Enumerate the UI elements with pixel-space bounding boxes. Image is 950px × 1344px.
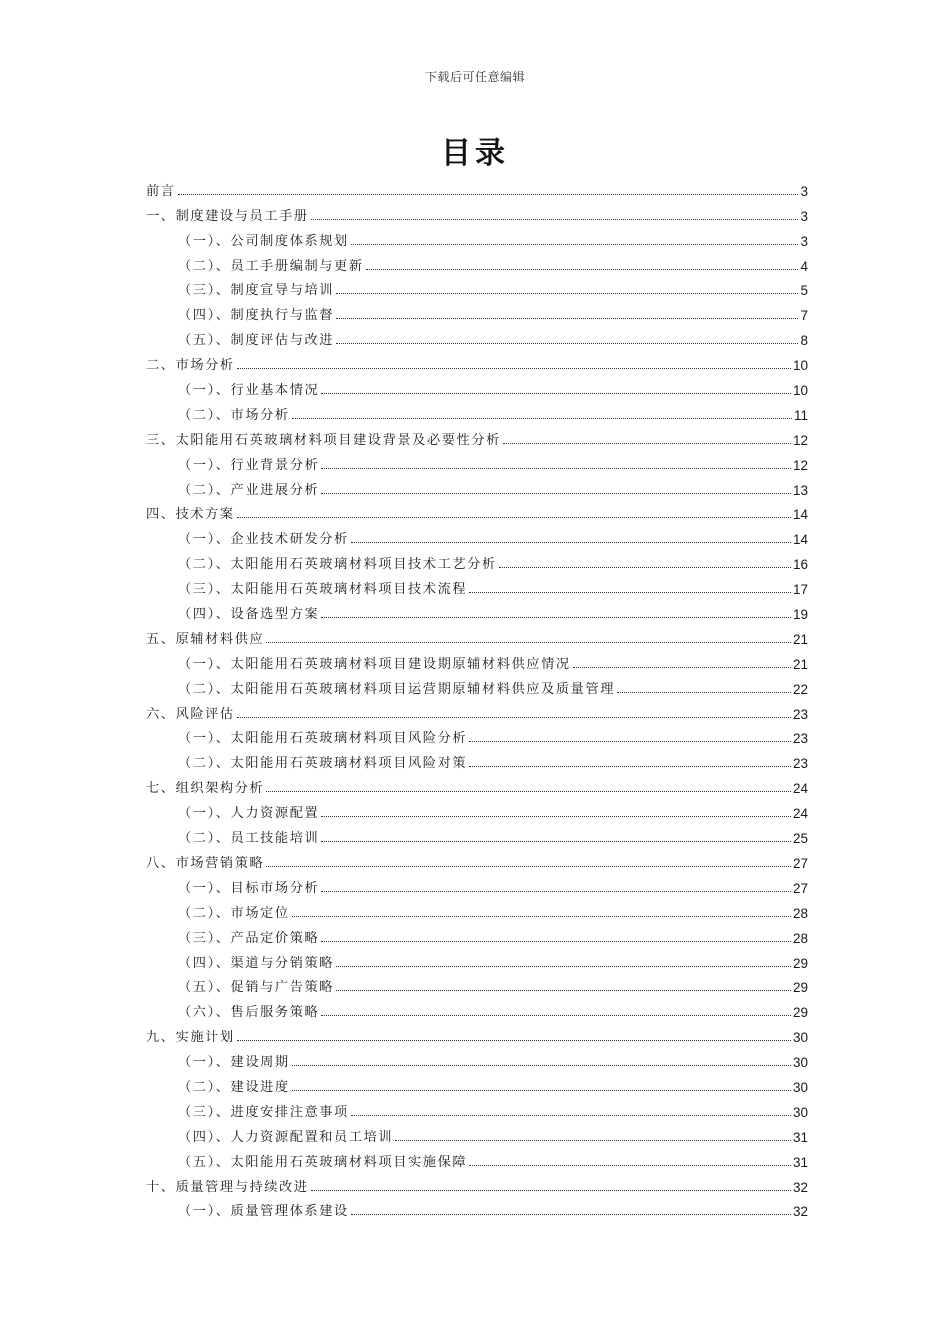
toc-entry-title: （五）、太阳能用石英玻璃材料项目实施保障 [178, 1154, 468, 1170]
toc-section-entry[interactable] [146, 300, 808, 325]
dot-leader [321, 841, 791, 842]
dot-leader [266, 791, 791, 792]
toc-entry-title: （二）、员工技能培训 [178, 831, 320, 847]
dot-leader [351, 1214, 791, 1215]
toc-page-number: 23 [792, 756, 808, 772]
toc-chapter-entry[interactable] [146, 176, 808, 201]
toc-page-number: 7 [800, 308, 808, 324]
toc-page-number: 11 [793, 407, 808, 423]
dot-leader [237, 1040, 791, 1041]
toc-entry-title: （四）、人力资源配置和员工培训 [178, 1129, 394, 1145]
toc-page-number: 3 [800, 208, 808, 224]
toc-section-entry[interactable] [146, 1197, 808, 1222]
toc-section-entry[interactable] [146, 997, 808, 1022]
dot-leader [292, 418, 792, 419]
toc-page-number: 24 [792, 781, 808, 797]
toc-chapter-entry[interactable] [146, 699, 808, 724]
toc-page-number: 16 [792, 557, 808, 573]
toc-page-number: 28 [792, 930, 808, 946]
dot-leader [366, 269, 799, 270]
dot-leader [395, 1140, 791, 1141]
toc-entry-title: （一）、太阳能用石英玻璃材料项目建设期原辅材料供应情况 [178, 656, 571, 672]
toc-page-number: 21 [792, 656, 808, 672]
toc-page-number: 12 [792, 457, 808, 473]
dot-leader [311, 1190, 791, 1191]
toc-section-entry[interactable] [146, 574, 808, 599]
toc-chapter-entry[interactable] [146, 500, 808, 525]
toc-chapter-entry[interactable] [146, 624, 808, 649]
toc-section-entry[interactable] [146, 226, 808, 251]
toc-section-entry[interactable] [146, 798, 808, 823]
toc-page-number: 32 [792, 1179, 808, 1195]
toc-section-entry[interactable] [146, 1047, 808, 1072]
toc-page-number: 30 [792, 1030, 808, 1046]
toc-page-number: 27 [792, 880, 808, 896]
toc-entry-title: 八、市场营销策略 [146, 855, 265, 871]
toc-page-number: 3 [800, 183, 808, 199]
toc-page-number: 25 [792, 831, 808, 847]
toc-page-number: 30 [792, 1079, 808, 1095]
toc-page-number: 31 [792, 1129, 808, 1145]
toc-entry-title: （二）、建设进度 [178, 1079, 290, 1095]
toc-entry-title: （三）、制度宣导与培训 [178, 283, 335, 299]
toc-entry-title: （三）、产品定价策略 [178, 930, 320, 946]
toc-section-entry[interactable] [146, 1097, 808, 1122]
toc-page-number: 14 [792, 532, 808, 548]
toc-section-entry[interactable] [146, 973, 808, 998]
toc-entry-title: （二）、员工手册编制与更新 [178, 258, 364, 274]
dot-leader [499, 567, 791, 568]
dot-leader [292, 1090, 791, 1091]
toc-entry-title: 三、太阳能用石英玻璃材料项目建设背景及必要性分析 [146, 432, 501, 448]
toc-entry-title: 六、风险评估 [146, 706, 235, 722]
toc-section-entry[interactable] [146, 475, 808, 500]
table-of-contents [146, 176, 808, 1221]
toc-entry-title: （二）、市场定位 [178, 905, 290, 921]
toc-section-entry[interactable] [146, 450, 808, 475]
dot-leader [321, 891, 791, 892]
dot-leader [292, 916, 791, 917]
toc-section-entry[interactable] [146, 524, 808, 549]
toc-chapter-entry[interactable] [146, 848, 808, 873]
dot-leader [321, 468, 791, 469]
toc-section-entry[interactable] [146, 748, 808, 773]
toc-entry-title: （一）、人力资源配置 [178, 806, 320, 822]
toc-entry-title: （四）、渠道与分销策略 [178, 955, 335, 971]
dot-leader [351, 1115, 791, 1116]
toc-entry-title: （四）、制度执行与监督 [178, 308, 335, 324]
toc-chapter-entry[interactable] [146, 201, 808, 226]
toc-page-number: 8 [800, 333, 808, 349]
dot-leader [573, 667, 791, 668]
toc-page-number: 17 [792, 582, 808, 598]
toc-entry-title: 九、实施计划 [146, 1030, 235, 1046]
dot-leader [321, 617, 791, 618]
dot-leader [469, 766, 791, 767]
toc-entry-title: （一）、太阳能用石英玻璃材料项目风险分析 [178, 731, 468, 747]
toc-entry-title: （四）、设备选型方案 [178, 607, 320, 623]
toc-entry-title: （二）、太阳能用石英玻璃材料项目技术工艺分析 [178, 557, 497, 573]
dot-leader [237, 368, 791, 369]
toc-page-number: 31 [792, 1154, 808, 1170]
dot-leader [321, 493, 791, 494]
toc-page-number: 10 [792, 358, 808, 374]
dot-leader [266, 866, 791, 867]
toc-page-number: 21 [792, 631, 808, 647]
toc-page-number: 23 [792, 731, 808, 747]
toc-section-entry[interactable] [146, 276, 808, 301]
dot-leader [469, 741, 791, 742]
toc-entry-title: 四、技术方案 [146, 507, 235, 523]
toc-entry-title: （一）、行业基本情况 [178, 383, 320, 399]
toc-entry-title: （六）、售后服务策略 [178, 1005, 320, 1021]
toc-chapter-entry[interactable] [146, 1172, 808, 1197]
toc-page-number: 28 [792, 905, 808, 921]
dot-leader [336, 318, 798, 319]
dot-leader [178, 194, 799, 195]
toc-chapter-entry[interactable] [146, 425, 808, 450]
toc-entry-title: （三）、进度安排注意事项 [178, 1104, 349, 1120]
toc-entry-title: （二）、太阳能用石英玻璃材料项目风险对策 [178, 756, 468, 772]
dot-leader [237, 717, 791, 718]
toc-section-entry[interactable] [146, 898, 808, 923]
toc-entry-title: （二）、太阳能用石英玻璃材料项目运营期原辅材料供应及质量管理 [178, 681, 616, 697]
toc-page-number: 29 [792, 955, 808, 971]
toc-chapter-entry[interactable] [146, 1022, 808, 1047]
toc-page-number: 22 [792, 681, 808, 697]
toc-section-entry[interactable] [146, 923, 808, 948]
toc-page-number: 30 [792, 1055, 808, 1071]
toc-page-number: 24 [792, 806, 808, 822]
dot-leader [503, 443, 791, 444]
dot-leader [351, 542, 791, 543]
toc-entry-title: （一）、建设周期 [178, 1055, 290, 1071]
toc-entry-title: （三）、太阳能用石英玻璃材料项目技术流程 [178, 582, 468, 598]
toc-entry-title: 五、原辅材料供应 [146, 631, 265, 647]
toc-section-entry[interactable] [146, 823, 808, 848]
toc-chapter-entry[interactable] [146, 350, 808, 375]
toc-page-number: 30 [792, 1104, 808, 1120]
toc-section-entry[interactable] [146, 400, 808, 425]
toc-entry-title: （二）、市场分析 [178, 407, 290, 423]
toc-entry-title: 二、市场分析 [146, 358, 235, 374]
toc-page-number: 23 [792, 706, 808, 722]
toc-entry-title: （一）、目标市场分析 [178, 880, 320, 896]
toc-entry-title: 前言 [146, 183, 176, 199]
toc-section-entry[interactable] [146, 549, 808, 574]
dot-leader [351, 244, 799, 245]
toc-entry-title: 一、制度建设与员工手册 [146, 208, 309, 224]
toc-section-entry[interactable] [146, 1147, 808, 1172]
dot-leader [336, 990, 791, 991]
toc-entry-title: （五）、促销与广告策略 [178, 980, 335, 996]
toc-page-number: 14 [792, 507, 808, 523]
dot-leader [469, 592, 791, 593]
dot-leader [321, 393, 791, 394]
dot-leader [321, 941, 791, 942]
dot-leader [336, 343, 798, 344]
toc-entry-title: （二）、产业进展分析 [178, 482, 320, 498]
toc-section-entry[interactable] [146, 1072, 808, 1097]
dot-leader [292, 1065, 791, 1066]
toc-page-number: 3 [800, 233, 808, 249]
dot-leader [321, 816, 791, 817]
toc-page-number: 19 [792, 607, 808, 623]
toc-page-number: 13 [792, 482, 808, 498]
toc-entry-title: 十、质量管理与持续改进 [146, 1179, 309, 1195]
toc-section-entry[interactable] [146, 1122, 808, 1147]
toc-section-entry[interactable] [146, 375, 808, 400]
toc-section-entry[interactable] [146, 599, 808, 624]
toc-page-number: 29 [792, 1005, 808, 1021]
toc-section-entry[interactable] [146, 948, 808, 973]
dot-leader [321, 1015, 791, 1016]
dot-leader [237, 517, 791, 518]
dot-leader [469, 1165, 791, 1166]
dot-leader [617, 692, 791, 693]
page-title: 目录 [441, 136, 509, 171]
toc-entry-title: （一）、质量管理体系建设 [178, 1204, 349, 1220]
toc-section-entry[interactable] [146, 251, 808, 276]
toc-entry-title: 七、组织架构分析 [146, 781, 265, 797]
toc-page-number: 12 [792, 432, 808, 448]
toc-entry-title: （一）、行业背景分析 [178, 457, 320, 473]
dot-leader [266, 642, 791, 643]
dot-leader [336, 293, 798, 294]
dot-leader [311, 219, 799, 220]
toc-section-entry[interactable] [146, 325, 808, 350]
toc-section-entry[interactable] [146, 724, 808, 749]
dot-leader [336, 966, 791, 967]
toc-page-number: 32 [792, 1204, 808, 1220]
toc-page-number: 27 [792, 855, 808, 871]
toc-page-number: 5 [800, 283, 808, 299]
toc-entry-title: （五）、制度评估与改进 [178, 333, 335, 349]
toc-entry-title: （一）、企业技术研发分析 [178, 532, 349, 548]
toc-entry-title: （一）、公司制度体系规划 [178, 233, 349, 249]
toc-section-entry[interactable] [146, 674, 808, 699]
toc-page-number: 10 [792, 383, 808, 399]
header-note: 下载后可任意编辑 [424, 70, 525, 84]
toc-section-entry[interactable] [146, 649, 808, 674]
toc-section-entry[interactable] [146, 873, 808, 898]
toc-page-number: 4 [800, 258, 808, 274]
toc-page-number: 29 [792, 980, 808, 996]
toc-chapter-entry[interactable] [146, 773, 808, 798]
